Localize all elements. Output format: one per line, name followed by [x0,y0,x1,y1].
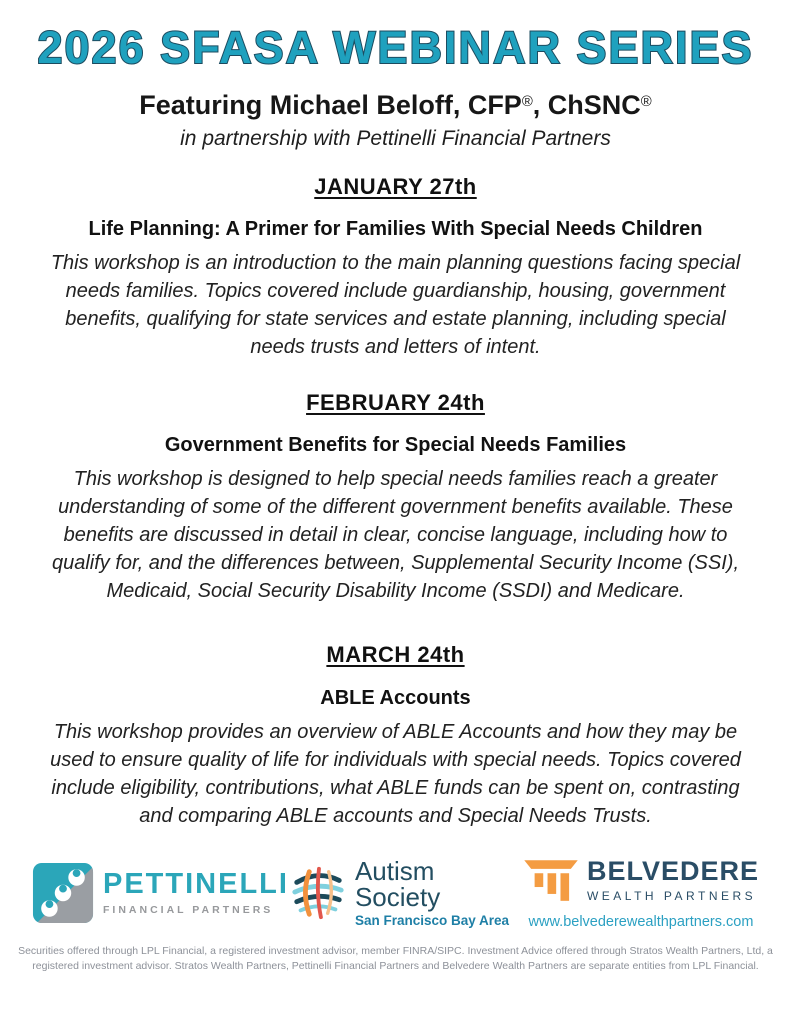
page-title: 2026 SFASA WEBINAR SERIES [37,22,754,73]
belvedere-logo [523,856,759,930]
column-icon [523,856,579,906]
autism-society-logo [289,855,523,928]
session-date: FEBRUARY 24th [306,390,485,416]
autism-wordmark [354,855,523,928]
session-title: Life Planning: A Primer for Families With Special Needs Children [88,218,703,241]
session-description: This workshop provides an overview of ABLE Accounts and how they may be used to ensure quality of life for individuals with special needs. Topics covered include eligibility, contributions, what ABLE funds can be spent on, contrasting and comparing ABLE accounts and Special Needs Trusts. [50,720,741,827]
session-date: JANUARY 27th [314,174,477,200]
pettinelli-logo [32,862,289,924]
partner-logos [0,856,791,930]
registered-mark: ® [521,93,533,110]
belvedere-name: BELVEDERE [586,856,759,887]
belvedere-tagline: WEALTH PARTNERS [586,889,757,904]
autism-society-name: Autism Society [354,855,441,912]
pettinelli-mark-icon [32,862,94,924]
partnership-line: in partnership with Pettinelli Financial Partners [180,127,611,150]
belvedere-website-link[interactable]: www.belvederewealthpartners.com [528,913,754,930]
session-february [0,391,791,605]
session-description: This workshop is an introduction to the main planning questions facing special needs families. Topics covered include guardianship, housing, government benefits, qualifying for state services and estate planning, including special needs trusts and letters of intent. [50,252,741,359]
session-description: This workshop is designed to help special needs families reach a greater understanding of some of the different government benefits available. These benefits are discussed in detail in clear, concise language, including how to qualify for, and the differences between, Supplemental Security Income (SSI), Medicaid, Social Security Disability Income (SSDI) and Medicare. [51,468,740,603]
registered-mark: ® [640,93,652,110]
pettinelli-wordmark [103,867,289,916]
featuring-line [0,92,791,119]
featuring-text: Featuring Michael Beloff, CFP [139,90,522,120]
featuring-text: , ChSNC [532,90,641,120]
belvedere-wordmark [587,858,759,903]
session-january [0,175,791,361]
belvedere-logo-top [523,856,759,906]
legal-disclaimer: Securities offered through LPL Financial, a registered investment advisor, member FINRA/SIPC. Investment Advice offered through Stratos Wealth Partners, Ltd, a registered investment advisor. Stratos Wealth Partners, Pettinelli Financial Partners and Belvedere Wealth Partners are separate entities from LPL Financial. [18,944,773,973]
session-date: MARCH 24th [326,642,465,668]
autism-ribbon-icon [289,864,347,922]
pettinelli-name: PETTINELLI [103,867,289,900]
session-title: ABLE Accounts [320,686,471,709]
session-title: Government Benefits for Special Needs Families [164,434,627,457]
session-march [0,643,791,829]
pettinelli-tagline: FINANCIAL PARTNERS [103,903,274,916]
autism-society-region: San Francisco Bay Area [354,912,510,928]
